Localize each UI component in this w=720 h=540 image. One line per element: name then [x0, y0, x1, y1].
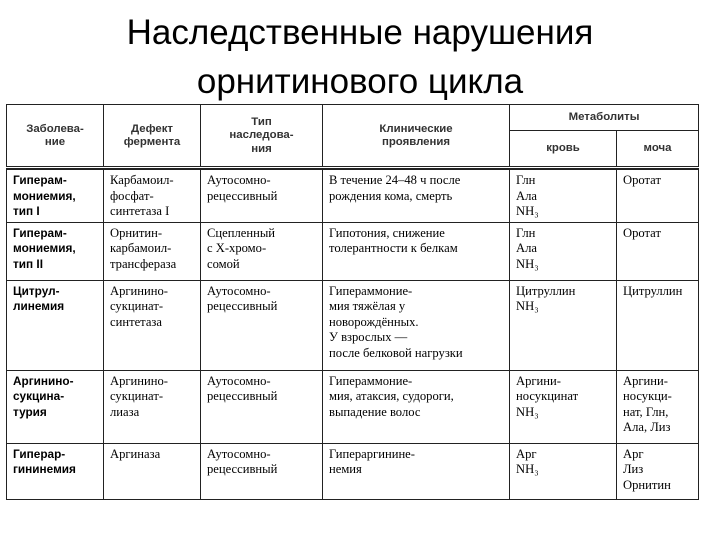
cell-line: нат, Глн, [623, 404, 669, 419]
header-enzyme [104, 105, 201, 168]
table-row [7, 443, 699, 499]
cell-enzyme [104, 280, 201, 370]
cell-inheritance [201, 443, 323, 499]
cell-line: рецессивный [207, 389, 278, 403]
cell-line: NH₃ [516, 404, 539, 419]
cell-line: после белковой нагрузки [329, 345, 463, 360]
slide-title-line-2: орнитинового цикла [196, 62, 524, 101]
cell-line: Аргинино- [110, 373, 169, 388]
slide-title-line-1: Наследственные нарушения [126, 13, 594, 52]
header-disease-line: Заболева- [26, 122, 84, 135]
cell-inheritance [201, 222, 323, 280]
cell-line: фосфат- [110, 188, 154, 203]
cell-line: носукци- [623, 389, 672, 403]
cell-line: Аргиназа [110, 446, 161, 461]
cell-inheritance [201, 370, 323, 443]
cell-line: Орнитин- [110, 225, 163, 240]
cell-inheritance [201, 280, 323, 370]
cell-urine [617, 370, 699, 443]
cell-line: рецессивный [207, 462, 278, 476]
cell-line: мониемия, [13, 241, 76, 255]
cell-line: Орнитин [623, 477, 671, 492]
slide-title [0, 0, 720, 101]
cell-line: Аргини- [623, 373, 668, 388]
cell-urine [617, 280, 699, 370]
table-row [7, 280, 699, 370]
cell-line: Гипераргинине- [329, 446, 415, 461]
cell-line: толерантности к белкам [329, 241, 458, 255]
cell-disease [7, 222, 104, 280]
cell-line: рецессивный [207, 188, 278, 203]
cell-line: Оротат [623, 225, 661, 240]
cell-disease [7, 170, 104, 223]
cell-blood [510, 280, 617, 370]
header-urine: моча [617, 131, 699, 168]
cell-line: выпадение волос [329, 404, 421, 419]
table-row [7, 370, 699, 443]
cell-line: Гипераммоние- [329, 283, 413, 298]
disorders-table-container [6, 104, 698, 500]
cell-enzyme [104, 170, 201, 223]
cell-line: мия тяжёлая у [329, 299, 406, 313]
header-disease [7, 105, 104, 168]
cell-clinical [323, 222, 510, 280]
cell-line: турия [13, 404, 47, 419]
cell-line: тип II [13, 256, 43, 271]
cell-blood [510, 222, 617, 280]
cell-line: Сцепленный [207, 225, 276, 240]
cell-line: NH₃ [516, 204, 539, 218]
cell-line: Гиперар- [13, 446, 66, 461]
cell-line: сукцина- [13, 389, 65, 403]
cell-line: трансфераза [110, 256, 177, 271]
cell-urine [617, 170, 699, 223]
table-row [7, 170, 699, 223]
cell-line: синтетаза I [110, 204, 170, 218]
cell-line: Глн [516, 173, 536, 187]
cell-line: Глн [516, 225, 536, 240]
cell-line: рождения кома, смерть [329, 188, 453, 203]
cell-line: Ала, Лиз [623, 420, 671, 434]
cell-clinical [323, 370, 510, 443]
cell-line: Гиперам- [13, 173, 67, 187]
cell-line: немия [329, 462, 362, 476]
header-enzyme-line: фермента [123, 136, 181, 148]
cell-disease [7, 370, 104, 443]
cell-line: Аргинино- [13, 373, 74, 388]
cell-line: Гипотония, снижение [329, 225, 445, 240]
header-enzyme-line: Дефект [130, 122, 174, 135]
cell-blood [510, 170, 617, 223]
table-row [7, 222, 699, 280]
cell-line: Ала [516, 188, 537, 203]
cell-line: Карбамоил- [110, 173, 174, 187]
cell-line: с Х-хромо- [207, 241, 267, 255]
cell-line: Лиз [623, 462, 644, 476]
header-metabolites: Метаболиты [510, 105, 699, 131]
cell-line: сомой [207, 256, 240, 271]
cell-line: Ала [516, 241, 537, 255]
cell-line: тип I [13, 204, 40, 218]
disorders-table [6, 104, 699, 500]
cell-line: У взрослых — [329, 330, 408, 344]
cell-line: карбамоил- [110, 241, 172, 255]
header-inheritance-line: наследова- [229, 129, 294, 142]
cell-clinical [323, 170, 510, 223]
cell-line: Аутосомно- [207, 173, 271, 187]
cell-line: В течение 24–48 ч после [329, 173, 461, 187]
header-inheritance-line: Тип [251, 115, 272, 128]
cell-line: Аргинино- [110, 283, 169, 298]
cell-line: мия, атаксия, судороги, [329, 389, 454, 403]
cell-line: Цитрул- [13, 283, 60, 298]
cell-line: синтетаза [110, 314, 162, 329]
cell-line: Оротат [623, 173, 661, 187]
cell-line: носукцинат [516, 389, 579, 403]
cell-line: сукцинат- [110, 389, 164, 403]
cell-disease [7, 280, 104, 370]
cell-line: Цитруллин [516, 283, 576, 298]
cell-enzyme [104, 443, 201, 499]
cell-enzyme [104, 370, 201, 443]
cell-line: лиаза [110, 404, 140, 419]
cell-urine [617, 443, 699, 499]
cell-line: новорождённых. [329, 314, 419, 329]
cell-line: Аутосомно- [207, 283, 271, 298]
cell-line: сукцинат- [110, 299, 164, 313]
header-clinical [323, 105, 510, 168]
cell-line: NH₃ [516, 462, 539, 476]
header-clinical-line: Клинические [379, 122, 453, 135]
cell-line: мониемия, [13, 188, 76, 203]
cell-clinical [323, 443, 510, 499]
cell-line: Арг [623, 446, 644, 461]
header-inheritance-line: ния [251, 142, 272, 155]
cell-urine [617, 222, 699, 280]
cell-line: Аутосомно- [207, 446, 271, 461]
cell-line: Арг [516, 446, 537, 461]
cell-line: NH₃ [516, 299, 539, 313]
cell-line: Гипераммоние- [329, 373, 413, 388]
header-inheritance [201, 105, 323, 168]
cell-line: гининемия [13, 462, 76, 476]
cell-inheritance [201, 170, 323, 223]
cell-blood [510, 370, 617, 443]
cell-line: рецессивный [207, 299, 278, 313]
cell-clinical [323, 280, 510, 370]
cell-line: линемия [13, 299, 65, 313]
cell-blood [510, 443, 617, 499]
cell-line: Гиперам- [13, 225, 67, 240]
table-body [7, 168, 699, 500]
cell-line: Аутосомно- [207, 373, 271, 388]
header-clinical-line: проявления [381, 136, 451, 148]
cell-line: Цитруллин [623, 283, 683, 298]
header-disease-line: ние [44, 136, 66, 148]
header-blood: кровь [510, 131, 617, 168]
cell-enzyme [104, 222, 201, 280]
cell-disease [7, 443, 104, 499]
cell-line: NH₃ [516, 256, 539, 271]
cell-line: Аргини- [516, 373, 561, 388]
